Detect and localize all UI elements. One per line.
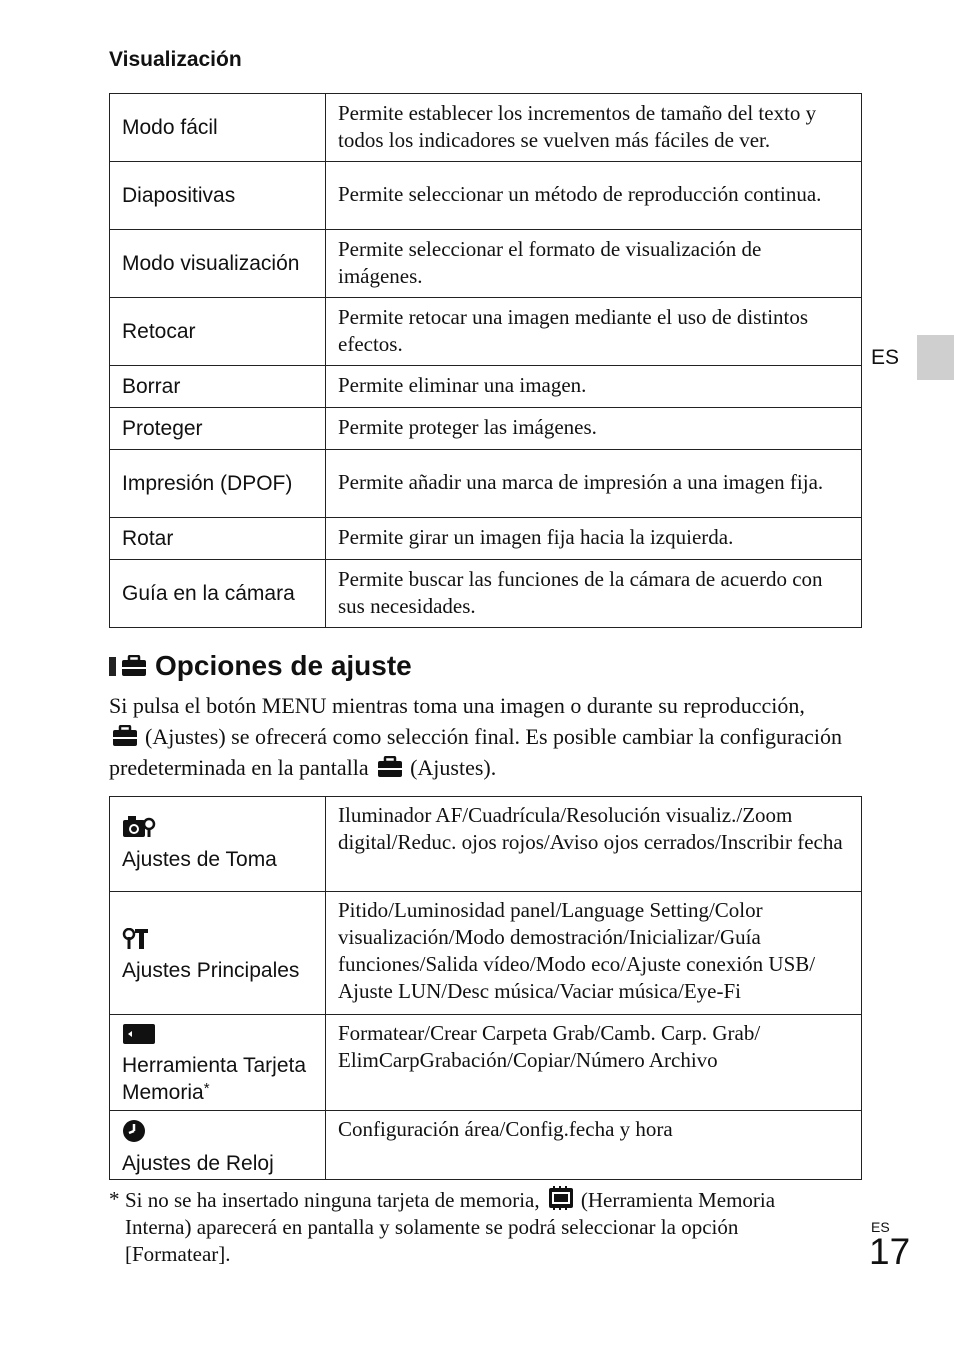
table-row xyxy=(110,797,862,892)
footnote-text-2: (Herramienta Memoria Interna) aparecerá en pantalla y solamente se podrá seleccionar la opción [Formatear]. xyxy=(125,1188,776,1266)
row-description: Permite establecer los incrementos de tamaño del texto y todos los indicadores se vuelven más fáciles de ver. xyxy=(326,94,862,162)
settings-heading xyxy=(109,650,412,682)
row-label-cell xyxy=(110,1111,326,1180)
row-label: Borrar xyxy=(110,366,326,408)
row-label: Diapositivas xyxy=(110,162,326,230)
footnote-star: * xyxy=(109,1187,120,1211)
row-description: Permite añadir una marca de impresión a una imagen fija. xyxy=(326,450,862,518)
table-row xyxy=(110,450,862,518)
heading-marker xyxy=(109,657,116,676)
table-row xyxy=(110,298,862,366)
intro-text-3: (Ajustes). xyxy=(410,755,497,780)
table-row xyxy=(110,408,862,450)
row-label-cell xyxy=(110,797,326,892)
footnote-text-1: Si no se ha insertado ninguna tarjeta de memoria, xyxy=(125,1188,540,1212)
table-row xyxy=(110,1015,862,1111)
display-menu-table xyxy=(109,93,862,628)
row-description: Permite buscar las funciones de la cámara de acuerdo con sus necesidades. xyxy=(326,560,862,628)
row-description: Iluminador AF/Cuadrícula/Resolución visualiz./Zoom digital/Reduc. ojos rojos/Aviso ojos cerrados/Inscribir fecha xyxy=(326,797,862,892)
language-side-tab xyxy=(917,335,954,380)
tools-icon xyxy=(122,928,150,950)
settings-table xyxy=(109,796,862,1180)
row-label: Ajustes de Reloj xyxy=(122,1152,274,1175)
row-label: Proteger xyxy=(110,408,326,450)
toolbox-icon xyxy=(121,655,147,677)
row-description: Permite eliminar una imagen. xyxy=(326,366,862,408)
row-label: Modo visualización xyxy=(110,230,326,298)
row-description: Permite seleccionar un método de reproducción continua. xyxy=(326,162,862,230)
row-description: Formatear/Crear Carpeta Grab/Camb. Carp. Grab/ ElimCarpGrabación/Copiar/Número Archivo xyxy=(326,1015,862,1111)
internal-memory-icon xyxy=(547,1186,575,1210)
toolbox-icon xyxy=(111,725,139,747)
row-description: Permite proteger las imágenes. xyxy=(326,408,862,450)
row-label: Modo fácil xyxy=(110,94,326,162)
row-label: Ajustes Principales xyxy=(122,959,300,982)
intro-text-2: (Ajustes) se ofrecerá como selección final. Es posible cambiar la configuración predeterminada en la pantalla xyxy=(109,724,842,780)
row-label: Guía en la cámara xyxy=(110,560,326,628)
settings-heading-text: Opciones de ajuste xyxy=(155,650,412,681)
table-row xyxy=(110,518,862,560)
row-label-cell xyxy=(110,892,326,1015)
row-description: Permite seleccionar el formato de visualización de imágenes. xyxy=(326,230,862,298)
table-row xyxy=(110,892,862,1015)
section-title: Visualización xyxy=(109,48,242,71)
table-row xyxy=(110,1111,862,1180)
row-description: Permite retocar una imagen mediante el uso de distintos efectos. xyxy=(326,298,862,366)
clock-icon xyxy=(122,1119,146,1143)
intro-paragraph xyxy=(109,690,869,783)
footnote xyxy=(109,1186,839,1268)
table-row xyxy=(110,366,862,408)
row-description: Configuración área/Config.fecha y hora xyxy=(326,1111,862,1180)
row-label: Ajustes de Toma xyxy=(122,848,277,871)
row-label: Rotar xyxy=(110,518,326,560)
language-side-label: ES xyxy=(871,346,900,369)
row-description: Pitido/Luminosidad panel/Language Setting/Color visualización/Modo demostración/Inicializar/Guía funciones/Salida vídeo/Modo eco/Ajuste conexión USB/ Ajuste LUN/Desc música/Vaciar música/Eye-Fi xyxy=(326,892,862,1015)
camera-settings-icon xyxy=(122,815,156,839)
row-label: Herramienta Tarjeta Memoria xyxy=(122,1054,307,1104)
row-label: Impresión (DPOF) xyxy=(110,450,326,518)
row-description: Permite girar un imagen fija hacia la izquierda. xyxy=(326,518,862,560)
table-row xyxy=(110,560,862,628)
page-language: ES xyxy=(871,1219,890,1235)
toolbox-icon xyxy=(376,756,404,778)
row-label-cell xyxy=(110,1015,326,1111)
table-row xyxy=(110,94,862,162)
page-number: 17 xyxy=(869,1231,911,1272)
intro-text-1: Si pulsa el botón MENU mientras toma una imagen o durante su reproducción, xyxy=(109,693,805,718)
row-label: Retocar xyxy=(110,298,326,366)
footnote-mark: * xyxy=(203,1080,210,1097)
table-row xyxy=(110,230,862,298)
table-row xyxy=(110,162,862,230)
memory-card-icon xyxy=(122,1023,156,1045)
